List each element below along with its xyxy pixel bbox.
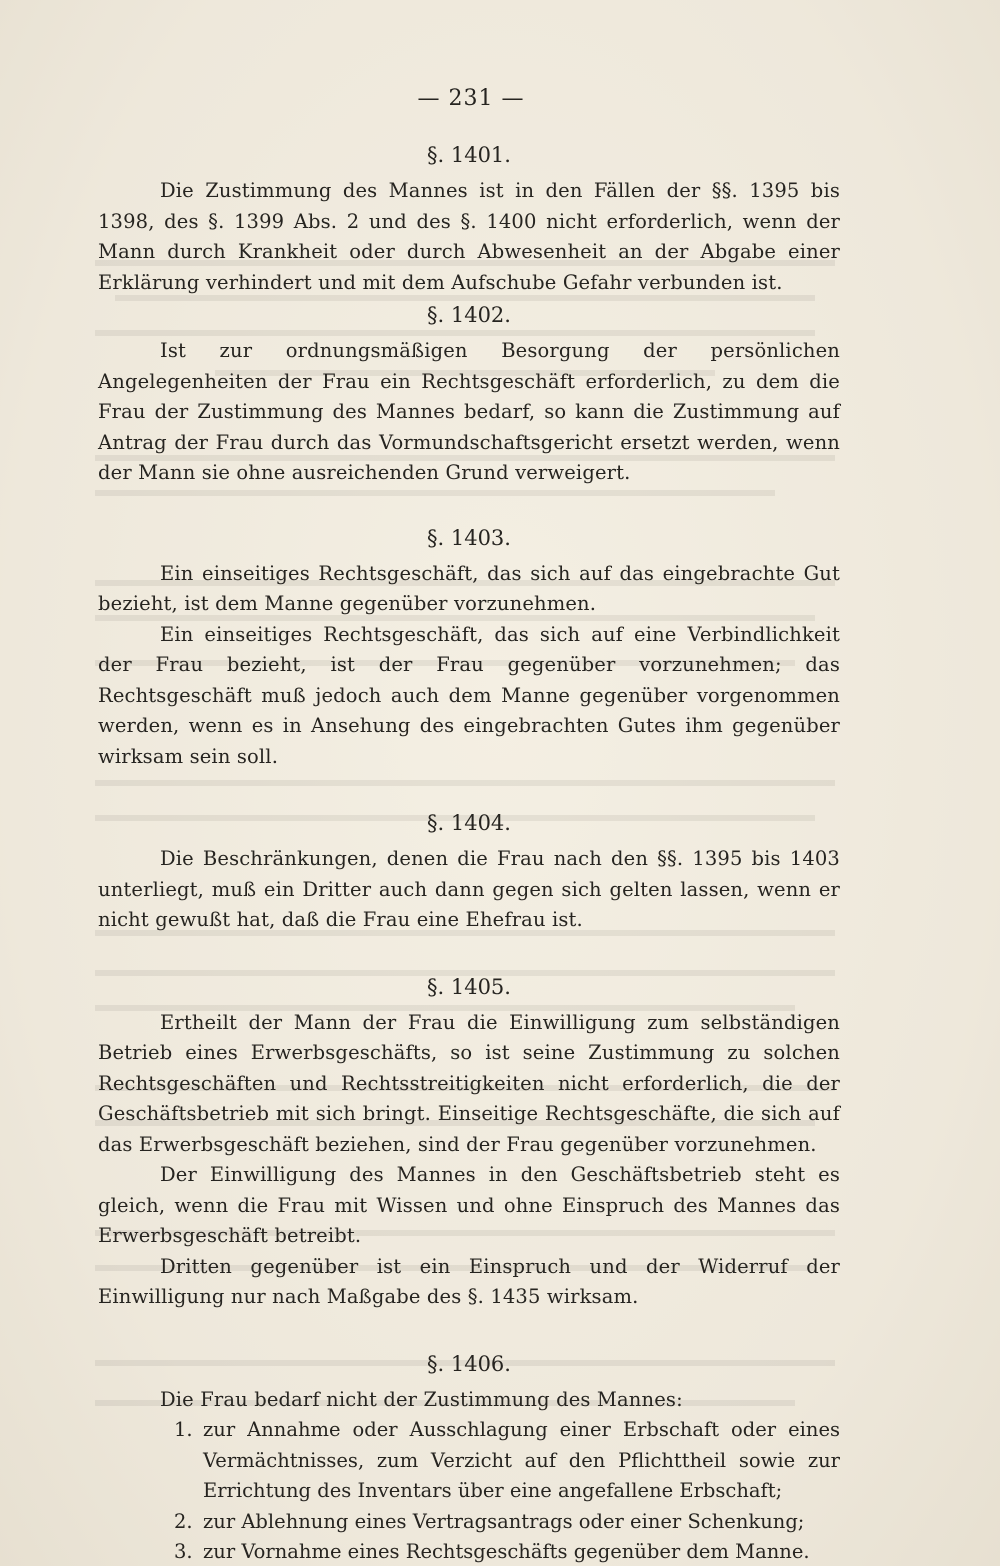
paragraph: Dritten gegenüber ist ein Einspruch und der Widerruf der Einwilligung nur nach Maßgabe des §. 1435 wirksam. xyxy=(98,1254,840,1308)
list-item-number: 2. xyxy=(174,1509,193,1533)
section-heading: §. 1404. xyxy=(427,811,511,835)
paragraph: Ertheilt der Mann der Frau die Einwilligung zum selbständigen Betrieb eines Erwerbsgeschäfts, so ist seine Zustimmung zu solchen Rechtsgeschäften und Rechtsstreitigkeiten nicht erforderlich, die der Geschäftsbetrieb mit sich bringt. Einseitige Rechtsgeschäfte, die sich auf das Erwerbsgeschäft beziehen, sind der Frau gegenüber vorzunehmen. xyxy=(98,1010,840,1156)
list-item xyxy=(98,1415,840,1507)
section-1403 xyxy=(98,523,840,773)
section-heading: §. 1402. xyxy=(427,303,511,327)
section-1405 xyxy=(98,972,840,1313)
paragraph: Ein einseitiges Rechtsgeschäft, das sich auf das eingebrachte Gut bezieht, ist dem Manne gegenüber vorzunehmen. xyxy=(98,561,840,615)
enumerated-list xyxy=(98,1415,840,1566)
section-1401 xyxy=(98,140,840,298)
paragraph: Die Frau bedarf nicht der Zustimmung des Mannes: xyxy=(160,1387,683,1411)
page-body xyxy=(98,140,840,1566)
list-item-text: zur Vornahme eines Rechtsgeschäfts gegenüber dem Manne. xyxy=(203,1540,810,1563)
section-heading: §. 1403. xyxy=(427,525,511,550)
paragraph: Ist zur ordnungsmäßigen Besorgung der persönlichen Angelegenheiten der Frau ein Rechtsgeschäft erforderlich, zu dem die Frau der Zustimmung des Mannes bedarf, so kann die Zustimmung auf Antrag der Frau durch das Vormundschaftsgericht ersetzt werden, wenn der Mann sie ohne ausreichenden Grund verweigert. xyxy=(98,339,840,484)
section-1406 xyxy=(98,1349,840,1566)
section-1404 xyxy=(98,808,840,936)
list-item-text: zur Annahme oder Ausschlagung einer Erbschaft oder eines Vermächtnisses, zum Verzicht auf den Pflichttheil sowie zur Errichtung des Inventars über eine angefallene Erbschaft; xyxy=(203,1418,840,1502)
section-heading: §. 1406. xyxy=(427,1351,511,1376)
paragraph: Die Beschränkungen, denen die Frau nach den §§. 1395 bis 1403 unterliegt, muß ein Dritter auch dann gegen sich gelten lassen, wenn er nicht gewußt hat, daß die Frau eine Ehefrau ist. xyxy=(98,847,840,931)
paragraph: Ein einseitiges Rechtsgeschäft, das sich auf eine Verbindlichkeit der Frau bezieht, ist der Frau gegenüber vorzunehmen; das Rechtsgeschäft muß jedoch auch dem Manne gegenüber vorgenommen werden, wenn es in Ansehung des eingebrachten Gutes ihm gegenüber wirksam sein soll. xyxy=(98,622,840,768)
section-heading: §. 1401. xyxy=(427,143,511,167)
list-item-number: 3. xyxy=(174,1540,193,1563)
section-1402 xyxy=(98,300,840,489)
paragraph: Die Zustimmung des Mannes ist in den Fällen der §§. 1395 bis 1398, des §. 1399 Abs. 2 und des §. 1400 nicht erforderlich, wenn der Mann durch Krankheit oder durch Abwesenheit an der Abgabe einer Erklärung verhindert und mit dem Aufschube Gefahr verbunden ist. xyxy=(98,179,840,294)
section-heading: §. 1405. xyxy=(427,974,511,999)
page-number: — 231 — xyxy=(417,86,525,111)
list-item-text: zur Ablehnung eines Vertragsantrags oder einer Schenkung; xyxy=(203,1509,805,1533)
list-item xyxy=(98,1537,840,1566)
paragraph: Der Einwilligung des Mannes in den Geschäftsbetrieb steht es gleich, wenn die Frau mit Wissen und ohne Einspruch des Mannes das Erwerbsgeschäft betreibt. xyxy=(98,1163,840,1247)
list-item-number: 1. xyxy=(174,1418,193,1441)
list-item xyxy=(98,1507,840,1538)
